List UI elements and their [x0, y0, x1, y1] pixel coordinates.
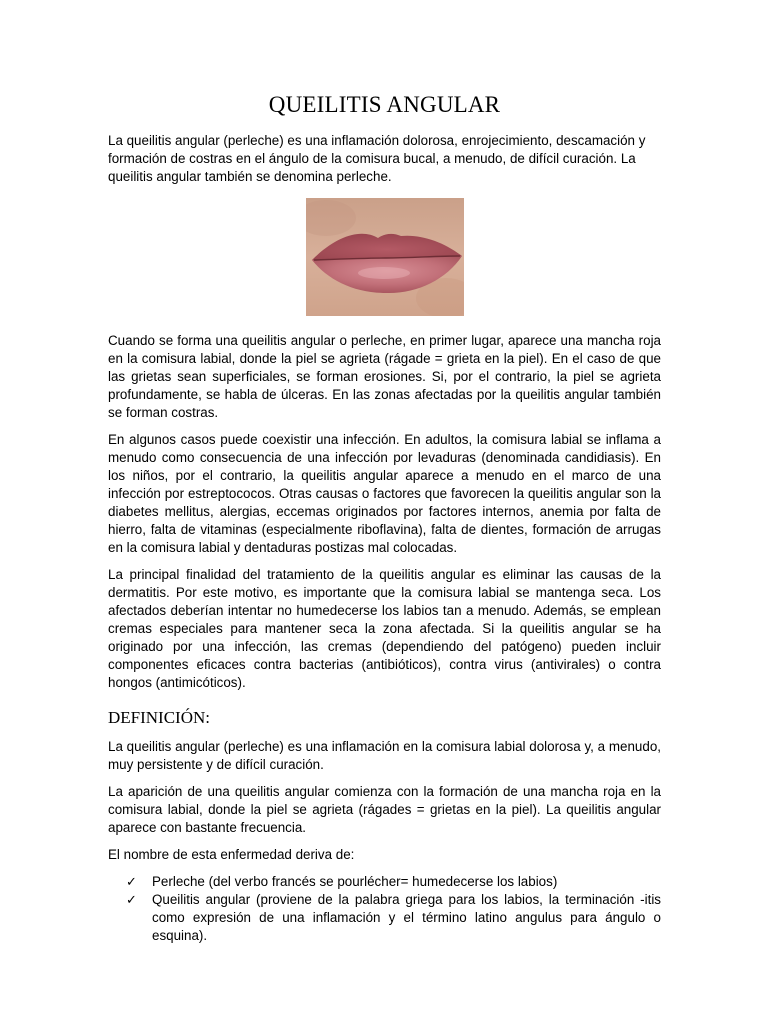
- body-paragraph: En algunos casos puede coexistir una infección. En adultos, la comisura labial se inflama a menudo como consecuencia de una infección por levaduras (denominada candidiasis). En los niños, por el contrario, la queilitis angular aparece a menudo en el marco de una infección por estreptococos. Otras causas o factores que favorecen la queilitis angular son la diabetes mellitus, alergias, eccemas originados por factores internos, anemia por falta de hierro, falta de vitaminas (especialmente riboflavina), falta de dientes, formación de arrugas en la comisura labial y dentaduras postizas mal colocadas.: [108, 432, 661, 555]
- lips-photo-container: [108, 198, 661, 316]
- check-icon: ✓: [126, 892, 137, 907]
- lips-photo: [306, 198, 464, 316]
- intro-paragraph: La queilitis angular (perleche) es una inflamación dolorosa, enrojecimiento, descamación y formación de costras en el ángulo de la comisura bucal, a menudo, de difícil curación. La queilitis angular también se denomina perleche.: [108, 133, 646, 184]
- body-paragraph: La principal finalidad del tratamiento de la queilitis angular es eliminar las causas de la dermatitis. Por este motivo, es importante que la comisura labial se mantenga seca. Los afectados deberían intentar no humedecerse los labios tan a menudo. Además, se emplean cremas especiales para mantener seca la zona afectada. Si la queilitis angular se ha originado por una infección, las cremas (dependiendo del patógeno) pueden incluir componentes eficaces contra bacterias (antibióticos), contra virus (antivirales) o contra hongos (antimicóticos).: [108, 567, 661, 690]
- document-title: QUEILITIS ANGULAR: [268, 92, 501, 117]
- etymology-list: [126, 873, 661, 945]
- definition-paragraph: La aparición de una queilitis angular comienza con la formación de una mancha roja en la comisura labial, donde la piel se agrieta (rágades = grietas en la piel). La queilitis angular aparece con bastante frecuencia.: [108, 784, 661, 835]
- list-item-text: Perleche (del verbo francés se pourlécher= humedecerse los labios): [152, 874, 558, 889]
- definition-paragraph: El nombre de esta enfermedad deriva de:: [108, 847, 355, 862]
- list-item: [126, 873, 661, 891]
- check-icon: ✓: [126, 874, 137, 889]
- list-item: [126, 891, 661, 945]
- definition-paragraph: La queilitis angular (perleche) es una inflamación en la comisura labial dolorosa y, a menudo, muy persistente y de difícil curación.: [108, 739, 661, 772]
- list-item-text: Queilitis angular (proviene de la palabra griega para los labios, la terminación -itis como expresión de una inflamación y el término latino angulus para ángulo o esquina).: [152, 892, 661, 943]
- document-page: [108, 92, 661, 945]
- definition-heading: DEFINICIÓN:: [108, 708, 210, 727]
- body-paragraph: Cuando se forma una queilitis angular o perleche, en primer lugar, aparece una mancha roja en la comisura labial, donde la piel se agrieta (rágade = grieta en la piel). En el caso de que las grietas sean superficiales, se forman erosiones. Si, por el contrario, la piel se agrieta profundamente, se habla de úlceras. En las zonas afectadas por la queilitis angular también se forman costras.: [108, 333, 661, 420]
